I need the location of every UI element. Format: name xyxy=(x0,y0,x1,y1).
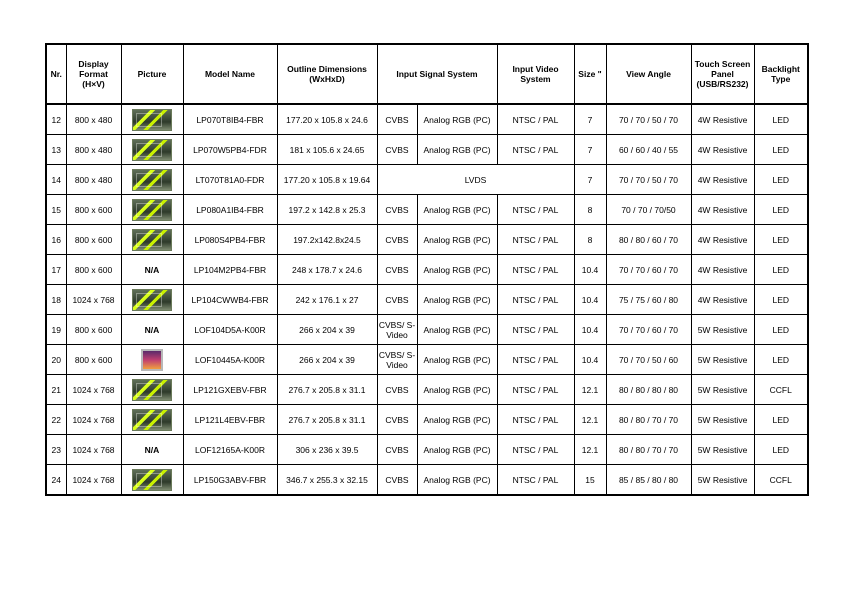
touch-screen-panel: 4W Resistive xyxy=(691,165,754,195)
row-number: 19 xyxy=(46,315,66,345)
table-row xyxy=(46,135,808,165)
view-angle: 70 / 70 / 50 / 70 xyxy=(606,165,691,195)
outline-dimensions: 276.7 x 205.8 x 31.1 xyxy=(277,375,377,405)
picture-cell xyxy=(121,285,183,315)
size: 7 xyxy=(574,135,606,165)
product-thumbnail-image xyxy=(132,379,172,401)
row-number: 24 xyxy=(46,465,66,496)
outline-dimensions: 248 x 178.7 x 24.6 xyxy=(277,255,377,285)
view-angle: 80 / 80 / 70 / 70 xyxy=(606,405,691,435)
product-spec-table xyxy=(45,43,809,496)
size: 8 xyxy=(574,195,606,225)
input-signal-rgb: Analog RGB (PC) xyxy=(417,405,497,435)
input-signal-rgb: Analog RGB (PC) xyxy=(417,135,497,165)
touch-screen-panel: 4W Resistive xyxy=(691,255,754,285)
input-signal-rgb: Analog RGB (PC) xyxy=(417,345,497,375)
display-format: 800 x 600 xyxy=(66,345,121,375)
table-row xyxy=(46,104,808,135)
view-angle: 60 / 60 / 40 / 55 xyxy=(606,135,691,165)
backlight-type: LED xyxy=(754,405,808,435)
view-angle: 70 / 70 / 60 / 70 xyxy=(606,315,691,345)
table-row xyxy=(46,435,808,465)
view-angle: 70 / 70 / 50 / 70 xyxy=(606,104,691,135)
input-video-system: NTSC / PAL xyxy=(497,285,574,315)
input-video-system: NTSC / PAL xyxy=(497,435,574,465)
backlight-type: CCFL xyxy=(754,465,808,496)
input-signal-cvbs: CVBS xyxy=(377,405,417,435)
display-format: 1024 x 768 xyxy=(66,375,121,405)
model-name: LOF10445A-K00R xyxy=(183,345,277,375)
outline-dimensions: 306 x 236 x 39.5 xyxy=(277,435,377,465)
display-format: 800 x 480 xyxy=(66,104,121,135)
product-thumbnail-image xyxy=(132,139,172,161)
input-signal-rgb: Analog RGB (PC) xyxy=(417,285,497,315)
input-signal-cvbs: CVBS/ S-Video xyxy=(377,345,417,375)
display-format: 800 x 600 xyxy=(66,195,121,225)
touch-screen-panel: 5W Resistive xyxy=(691,465,754,496)
view-angle: 70 / 70 / 50 / 60 xyxy=(606,345,691,375)
picture-cell xyxy=(121,104,183,135)
header-display-format: Display Format (H×V) xyxy=(66,44,121,104)
input-signal-rgb: Analog RGB (PC) xyxy=(417,375,497,405)
input-video-system: NTSC / PAL xyxy=(497,405,574,435)
size: 10.4 xyxy=(574,285,606,315)
backlight-type: LED xyxy=(754,435,808,465)
size: 10.4 xyxy=(574,255,606,285)
header-nr: Nr. xyxy=(46,44,66,104)
model-name: LP121L4EBV-FBR xyxy=(183,405,277,435)
product-thumbnail-image xyxy=(132,169,172,191)
input-signal-rgb: Analog RGB (PC) xyxy=(417,465,497,496)
touch-screen-panel: 4W Resistive xyxy=(691,285,754,315)
outline-dimensions: 197.2x142.8x24.5 xyxy=(277,225,377,255)
table-row xyxy=(46,165,808,195)
picture-cell xyxy=(121,465,183,496)
backlight-type: LED xyxy=(754,345,808,375)
row-number: 14 xyxy=(46,165,66,195)
outline-dimensions: 197.2 x 142.8 x 25.3 xyxy=(277,195,377,225)
input-signal-cvbs: CVBS xyxy=(377,255,417,285)
model-name: LP080S4PB4-FBR xyxy=(183,225,277,255)
header-input-signal-system: Input Signal System xyxy=(377,44,497,104)
touch-screen-panel: 4W Resistive xyxy=(691,104,754,135)
view-angle: 80 / 80 / 80 / 80 xyxy=(606,375,691,405)
input-signal-rgb: Analog RGB (PC) xyxy=(417,435,497,465)
display-format: 1024 x 768 xyxy=(66,465,121,496)
header-view-angle: View Angle xyxy=(606,44,691,104)
backlight-type: LED xyxy=(754,195,808,225)
input-video-system: NTSC / PAL xyxy=(497,315,574,345)
table-row xyxy=(46,315,808,345)
model-name: LP121GXEBV-FBR xyxy=(183,375,277,405)
header-input-video-system: Input Video System xyxy=(497,44,574,104)
backlight-type: LED xyxy=(754,285,808,315)
size: 12.1 xyxy=(574,375,606,405)
row-number: 22 xyxy=(46,405,66,435)
touch-screen-panel: 5W Resistive xyxy=(691,405,754,435)
row-number: 23 xyxy=(46,435,66,465)
model-name: LP104M2PB4-FBR xyxy=(183,255,277,285)
outline-dimensions: 266 x 204 x 39 xyxy=(277,315,377,345)
picture-cell: N/A xyxy=(121,315,183,345)
size: 15 xyxy=(574,465,606,496)
view-angle: 85 / 85 / 80 / 80 xyxy=(606,465,691,496)
table-body xyxy=(46,104,808,495)
table-row xyxy=(46,225,808,255)
input-video-system: NTSC / PAL xyxy=(497,345,574,375)
row-number: 12 xyxy=(46,104,66,135)
header-row xyxy=(46,44,808,104)
view-angle: 80 / 80 / 70 / 70 xyxy=(606,435,691,465)
touch-screen-panel: 5W Resistive xyxy=(691,345,754,375)
outline-dimensions: 346.7 x 255.3 x 32.15 xyxy=(277,465,377,496)
row-number: 16 xyxy=(46,225,66,255)
product-thumbnail-image xyxy=(141,349,163,371)
header-outline-dimensions: Outline Dimensions (WxHxD) xyxy=(277,44,377,104)
table-row xyxy=(46,195,808,225)
picture-cell: N/A xyxy=(121,255,183,285)
size: 10.4 xyxy=(574,345,606,375)
input-signal-cvbs: CVBS xyxy=(377,435,417,465)
touch-screen-panel: 5W Resistive xyxy=(691,375,754,405)
display-format: 1024 x 768 xyxy=(66,435,121,465)
row-number: 21 xyxy=(46,375,66,405)
model-name: LP070W5PB4-FDR xyxy=(183,135,277,165)
backlight-type: LED xyxy=(754,225,808,255)
backlight-type: LED xyxy=(754,135,808,165)
touch-screen-panel: 4W Resistive xyxy=(691,225,754,255)
backlight-type: LED xyxy=(754,104,808,135)
input-video-system: NTSC / PAL xyxy=(497,195,574,225)
product-thumbnail-image xyxy=(132,109,172,131)
picture-cell xyxy=(121,135,183,165)
model-name: LT070T81A0-FDR xyxy=(183,165,277,195)
display-format: 800 x 480 xyxy=(66,135,121,165)
size: 10.4 xyxy=(574,315,606,345)
size: 12.1 xyxy=(574,405,606,435)
input-video-system: NTSC / PAL xyxy=(497,104,574,135)
table-row xyxy=(46,255,808,285)
model-name: LP070T8IB4-FBR xyxy=(183,104,277,135)
header-model-name: Model Name xyxy=(183,44,277,104)
display-format: 800 x 480 xyxy=(66,165,121,195)
product-thumbnail-image xyxy=(132,469,172,491)
picture-cell xyxy=(121,225,183,255)
size: 7 xyxy=(574,165,606,195)
size: 7 xyxy=(574,104,606,135)
touch-screen-panel: 4W Resistive xyxy=(691,135,754,165)
view-angle: 70 / 70 / 60 / 70 xyxy=(606,255,691,285)
row-number: 18 xyxy=(46,285,66,315)
view-angle: 70 / 70 / 70/50 xyxy=(606,195,691,225)
row-number: 15 xyxy=(46,195,66,225)
input-signal-rgb: Analog RGB (PC) xyxy=(417,255,497,285)
backlight-type: CCFL xyxy=(754,375,808,405)
input-signal-cvbs: CVBS xyxy=(377,135,417,165)
display-format: 1024 x 768 xyxy=(66,405,121,435)
touch-screen-panel: 5W Resistive xyxy=(691,315,754,345)
input-video-system: NTSC / PAL xyxy=(497,135,574,165)
row-number: 20 xyxy=(46,345,66,375)
product-thumbnail-image xyxy=(132,409,172,431)
display-format: 800 x 600 xyxy=(66,255,121,285)
picture-cell: N/A xyxy=(121,435,183,465)
input-signal-rgb: Analog RGB (PC) xyxy=(417,315,497,345)
outline-dimensions: 177.20 x 105.8 x 24.6 xyxy=(277,104,377,135)
input-signal-lvds: LVDS xyxy=(377,165,574,195)
row-number: 13 xyxy=(46,135,66,165)
model-name: LOF12165A-K00R xyxy=(183,435,277,465)
table-row xyxy=(46,375,808,405)
outline-dimensions: 266 x 204 x 39 xyxy=(277,345,377,375)
size: 8 xyxy=(574,225,606,255)
picture-cell xyxy=(121,165,183,195)
view-angle: 75 / 75 / 60 / 80 xyxy=(606,285,691,315)
table-row xyxy=(46,345,808,375)
header-backlight-type: Backlight Type xyxy=(754,44,808,104)
size: 12.1 xyxy=(574,435,606,465)
input-signal-rgb: Analog RGB (PC) xyxy=(417,195,497,225)
display-format: 800 x 600 xyxy=(66,225,121,255)
model-name: LP080A1IB4-FBR xyxy=(183,195,277,225)
outline-dimensions: 177.20 x 105.8 x 19.64 xyxy=(277,165,377,195)
touch-screen-panel: 5W Resistive xyxy=(691,435,754,465)
header-touch-screen-panel: Touch Screen Panel (USB/RS232) xyxy=(691,44,754,104)
picture-cell xyxy=(121,345,183,375)
table-row xyxy=(46,465,808,496)
display-format: 1024 x 768 xyxy=(66,285,121,315)
model-name: LP104CWWB4-FBR xyxy=(183,285,277,315)
input-signal-cvbs: CVBS xyxy=(377,375,417,405)
view-angle: 80 / 80 / 60 / 70 xyxy=(606,225,691,255)
backlight-type: LED xyxy=(754,165,808,195)
input-signal-cvbs: CVBS xyxy=(377,285,417,315)
input-signal-rgb: Analog RGB (PC) xyxy=(417,225,497,255)
product-thumbnail-image xyxy=(132,289,172,311)
table-row xyxy=(46,285,808,315)
input-video-system: NTSC / PAL xyxy=(497,225,574,255)
display-format: 800 x 600 xyxy=(66,315,121,345)
input-signal-cvbs: CVBS/ S-Video xyxy=(377,315,417,345)
product-thumbnail-image xyxy=(132,199,172,221)
touch-screen-panel: 4W Resistive xyxy=(691,195,754,225)
input-signal-cvbs: CVBS xyxy=(377,225,417,255)
input-signal-rgb: Analog RGB (PC) xyxy=(417,104,497,135)
row-number: 17 xyxy=(46,255,66,285)
input-signal-cvbs: CVBS xyxy=(377,104,417,135)
product-thumbnail-image xyxy=(132,229,172,251)
input-video-system: NTSC / PAL xyxy=(497,465,574,496)
picture-cell xyxy=(121,195,183,225)
input-signal-cvbs: CVBS xyxy=(377,195,417,225)
outline-dimensions: 181 x 105.6 x 24.65 xyxy=(277,135,377,165)
input-video-system: NTSC / PAL xyxy=(497,255,574,285)
model-name: LOF104D5A-K00R xyxy=(183,315,277,345)
input-signal-cvbs: CVBS xyxy=(377,465,417,496)
backlight-type: LED xyxy=(754,315,808,345)
input-video-system: NTSC / PAL xyxy=(497,375,574,405)
picture-cell xyxy=(121,405,183,435)
model-name: LP150G3ABV-FBR xyxy=(183,465,277,496)
table-row xyxy=(46,405,808,435)
outline-dimensions: 242 x 176.1 x 27 xyxy=(277,285,377,315)
header-picture: Picture xyxy=(121,44,183,104)
picture-cell xyxy=(121,375,183,405)
backlight-type: LED xyxy=(754,255,808,285)
outline-dimensions: 276.7 x 205.8 x 31.1 xyxy=(277,405,377,435)
header-size: Size " xyxy=(574,44,606,104)
